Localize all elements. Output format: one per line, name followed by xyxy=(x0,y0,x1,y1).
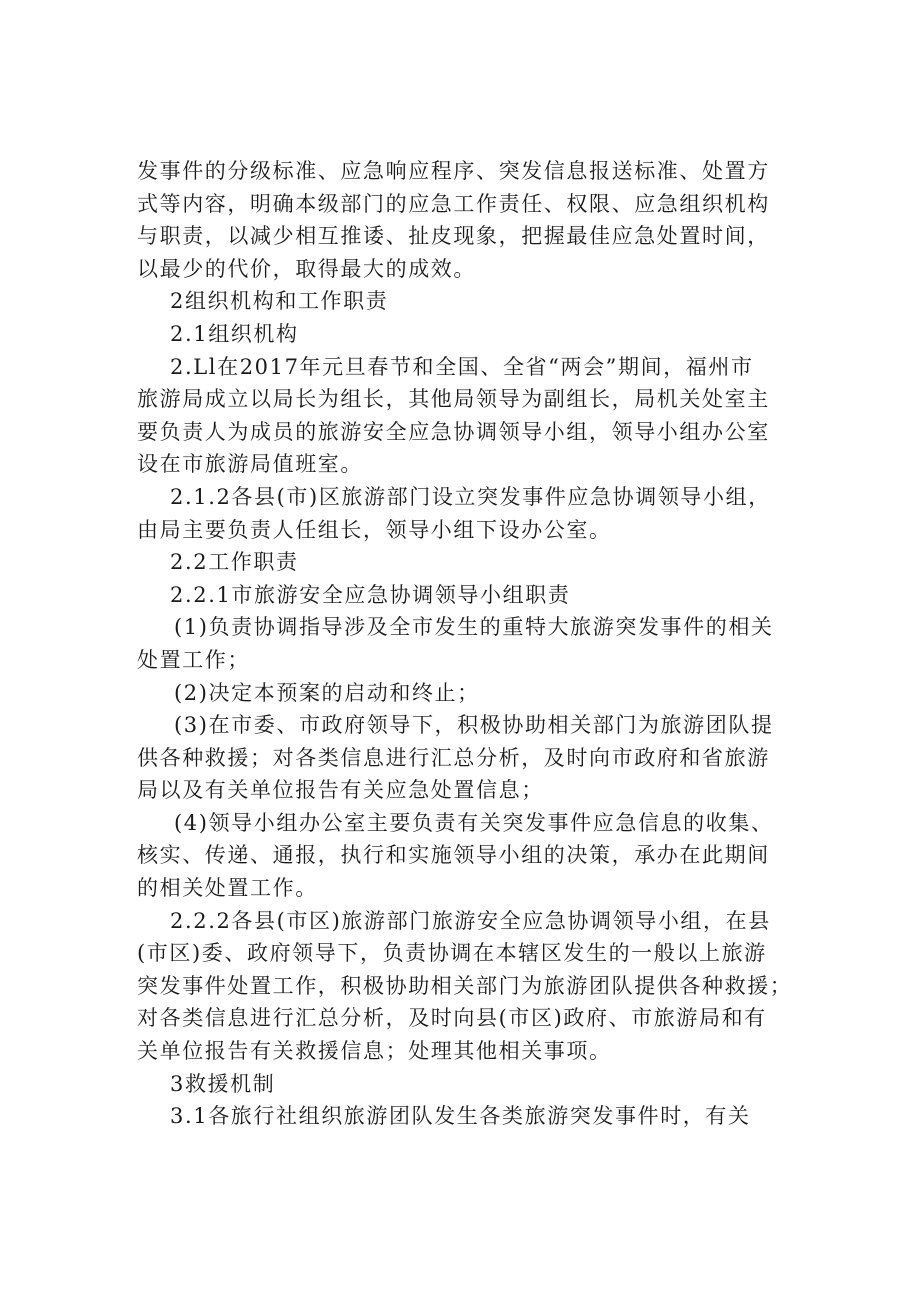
text-line: (市区)委、政府领导下，负责协调在本辖区发生的一般以上旅游 xyxy=(137,941,767,966)
text-line: 由局主要负责人任组长，领导小组下设办公室。 xyxy=(137,517,612,542)
paragraph-start: 2.1.2各县(市)区旅游部门设立突发事件应急协调领导小组， xyxy=(170,484,771,509)
section-heading: 3救援机制 xyxy=(170,1071,276,1096)
text-line: 设在市旅游局值班室。 xyxy=(137,452,363,477)
text-line: 旅游局成立以局长为组长，其他局领导为副组长，局机关处室主 xyxy=(137,387,770,412)
text-line: 要负责人为成员的旅游安全应急协调领导小组，领导小组办公室 xyxy=(137,419,770,444)
text-line: 核实、传递、通报，执行和实施领导小组的决策，承办在此期间 xyxy=(137,843,770,868)
subsection-heading: 2.1组织机构 xyxy=(170,321,299,346)
subsection-heading: 2.2工作职责 xyxy=(170,550,299,575)
paragraph-start: 3.1各旅行社组织旅游团队发生各类旅游突发事件时，有关 xyxy=(170,1104,751,1129)
text-line: 式等内容，明确本级部门的应急工作责任、权限、应急组织机构 xyxy=(137,191,770,216)
text-line: 突发事件处置工作，积极协助相关部门为旅游团队提供各种救援； xyxy=(137,973,793,998)
text-line: 与职责，以减少相互推诿、扯皮现象，把握最佳应急处置时间， xyxy=(137,224,770,249)
paragraph-start: 2.2.1市旅游安全应急协调领导小组职责 xyxy=(170,582,571,607)
paragraph-start: 2.2.2各县(市区)旅游部门旅游安全应急协调领导小组，在县 xyxy=(170,908,771,933)
text-line: 供各种救援；对各类信息进行汇总分析，及时向市政府和省旅游 xyxy=(137,745,770,770)
text-line: 对各类信息进行汇总分析，及时向县(市区)政府、市旅游局和有 xyxy=(137,1006,767,1031)
list-item-start: (4)领导小组办公室主要负责有关突发事件应急信息的收集、 xyxy=(174,810,774,835)
text-line: 处置工作； xyxy=(137,647,250,672)
document-body xyxy=(137,155,797,1133)
list-item-start: (3)在市委、市政府领导下，积极协助相关部门为旅游团队提 xyxy=(174,713,774,738)
list-item-start: (1)负责协调指导涉及全市发生的重特大旅游突发事件的相关 xyxy=(174,615,774,640)
text-line: 局以及有关单位报告有关应急处置信息； xyxy=(137,778,544,803)
paragraph-start: 2.Ll在2017年元旦春节和全国、全省“两会”期间，福州市 xyxy=(170,354,754,379)
text-line: 的相关处置工作。 xyxy=(137,876,318,901)
text-line: 发事件的分级标准、应急响应程序、突发信息报送标准、处置方 xyxy=(137,159,770,183)
text-line: 以最少的代价，取得最大的成效。 xyxy=(137,256,476,281)
text-line: 关单位报告有关救援信息；处理其他相关事项。 xyxy=(137,1039,612,1064)
section-heading: 2组织机构和工作职责 xyxy=(170,289,389,314)
list-item-start: (2)决定本预案的启动和终止； xyxy=(174,680,480,705)
